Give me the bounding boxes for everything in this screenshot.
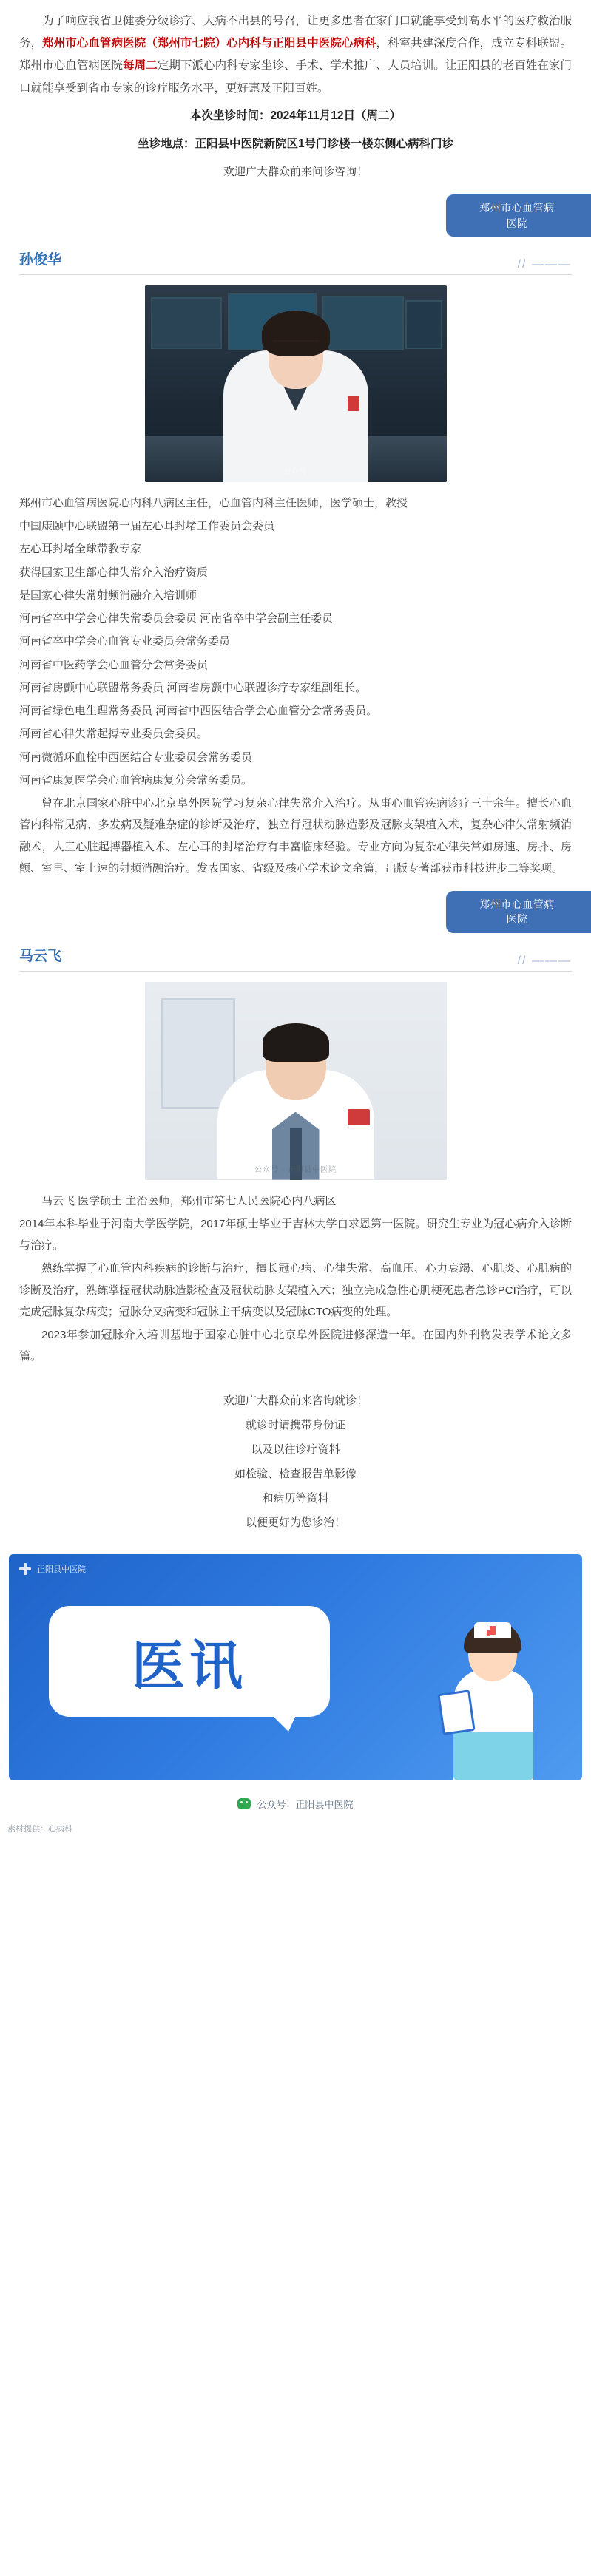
hospital-tag-row-2 — [0, 891, 591, 933]
hospital-tag-line2: 医院 — [506, 217, 528, 229]
doctor-1-photo — [145, 285, 447, 482]
doctor-2-photo-wrap — [0, 972, 591, 1180]
photo1-glasses — [273, 340, 319, 352]
doctor-1-bio-paragraph: 曾在北京国家心脏中心北京阜外医院学习复杂心律失常介入治疗。从事心血管疾病诊疗三十余年。擅长心血管内科常见病、多发病及疑难杂症的诊断及治疗，独立行冠状动脉造影及冠脉支架植入术，复杂心律失常射频消融术，人工心脏起搏器植入术、左心耳的封堵治疗有丰富临床经验。专业方向为复杂心律失常如房速、房扑、房颤、室早、室上速的射频消融治疗。发表国家、省级及核心学术论文余篇，出版专著部获市科技进步二等奖项。 — [19, 797, 572, 875]
doctor-2-name-row — [0, 933, 591, 965]
photo2-watermark: 公众号 · 正阳县中医院 — [254, 1165, 337, 1174]
intro-section — [0, 0, 591, 183]
speech-bubble — [49, 1606, 330, 1717]
closing-section — [0, 1369, 591, 1535]
hospital-tag-line2: 医院 — [506, 913, 528, 926]
nurse-illustration — [439, 1610, 550, 1780]
dash-marks-icon: // ——— — [517, 257, 572, 271]
nurse-cap-icon — [474, 1622, 511, 1638]
doctor-2-bio-paragraph: 熟练掌握了心血管内科疾病的诊断与治疗，擅长冠心病、心律失常、高血压、心力衰竭、心肌炎、心肌病的诊断及治疗，熟练掌握冠状动脉造影检查及冠状动脉支架植入术；独立完成急性心肌梗死患者急诊PCI治疗，可以完成冠脉复杂病变；冠脉分叉病变和冠脉主干病变以及冠脉CTO病变的处理。 — [19, 1262, 572, 1318]
photo2-hair — [263, 1023, 329, 1062]
closing-line: 和病历等资料 — [262, 1491, 329, 1505]
hospital-tag-line1: 郑州市心血管病 — [479, 202, 555, 214]
photo1-watermark: 公众号 — [283, 467, 308, 476]
clipboard-icon — [437, 1689, 475, 1735]
intro-highlight-2: 每周二 — [123, 59, 158, 72]
source-note: 素材提供：心病科 — [7, 1824, 72, 1834]
doctor-1-bio — [0, 482, 591, 879]
doctor-2-photo — [145, 982, 447, 1180]
doctor-1-name: 孙俊华 — [19, 251, 62, 268]
doctor-1-bio-line: 河南省绿色电生理常务委员 河南省中西医结合学会心血管分会常务委员。 — [19, 705, 378, 718]
doctor-1-bio-line: 河南省中医药学会心血管分会常务委员 — [19, 658, 209, 671]
name-divider-1 — [69, 257, 572, 271]
clinic-place: 坐诊地点：正阳县中医院新院区1号门诊楼一楼东侧心病科门诊 — [137, 138, 454, 151]
hospital-tag-row-1 — [0, 194, 591, 237]
photo1-badge — [348, 396, 359, 411]
doctor-1-bio-line: 河南省房颤中心联盟常务委员 河南省房颤中心联盟诊疗专家组副组长。 — [19, 681, 367, 694]
clinic-time: 本次坐诊时间：2024年11月12日（周二） — [189, 109, 402, 122]
medical-news-banner — [9, 1554, 582, 1780]
footer-account[interactable] — [0, 1780, 591, 1818]
doctor-1-bio-line: 河南省卒中学会心血管专业委员会常务委员 — [19, 635, 231, 648]
banner-brand — [19, 1563, 86, 1575]
doctor-1-bio-line: 左心耳封堵全球带教专家 — [19, 543, 142, 556]
closing-line: 以及以往诊疗资料 — [251, 1443, 340, 1456]
doctor-1-bio-line: 河南省心律失常起搏专业委员会委员。 — [19, 728, 209, 741]
doctor-1-name-row — [0, 237, 591, 271]
doctor-1-bio-line: 郑州市心血管病医院心内科八病区主任，心血管内科主任医师，医学硕士，教授 — [19, 496, 408, 509]
hospital-tag — [446, 891, 591, 933]
doctor-1-bio-line: 河南微循环血栓中西医结合专业委员会常务委员 — [19, 750, 253, 764]
dash-marks-icon: // ——— — [517, 954, 572, 967]
intro-text-2: ，科室共建深度合作，成立专科联盟。郑州市心血管病医院 — [19, 37, 572, 72]
hospital-tag — [446, 194, 591, 237]
doctor-1-bio-line: 是国家心律失常射频消融介入培训师 — [19, 589, 197, 602]
photo2-badge — [348, 1109, 370, 1125]
intro-paragraph — [19, 10, 572, 100]
closing-line: 就诊时请携带身份证 — [245, 1418, 345, 1431]
wechat-icon — [237, 1798, 251, 1809]
doctor-1-photo-wrap — [0, 275, 591, 482]
doctor-2-name: 马云飞 — [19, 948, 62, 964]
photo1-monitor-3 — [322, 296, 404, 350]
doctor-1-bio-line: 获得国家卫生部心律失常介入治疗资质 — [19, 566, 209, 579]
footer-account-label: 公众号：正阳县中医院 — [257, 1798, 354, 1810]
doctor-2-bio-paragraph: 2014年本科毕业于河南大学医学院，2017年硕士毕业于吉林大学白求恩第一医院。研究生专业为冠心病介入诊断与治疗。 — [19, 1217, 572, 1253]
photo1-monitor-1 — [151, 297, 222, 349]
photo1-monitor-4 — [405, 300, 442, 349]
doctor-1-bio-line: 河南省卒中学会心律失常委员会委员 河南省卒中学会副主任委员 — [19, 612, 334, 626]
intro-text-1: 为了响应我省卫健委分级诊疗、大病不出县的号召，让更多患者在家门口就能享受到高水平的医疗救治服务， — [19, 15, 572, 50]
doctor-1-bio-line: 中国康颐中心联盟第一届左心耳封堵工作委员会委员 — [19, 520, 275, 533]
doctor-2-bio — [0, 1180, 591, 1368]
doctor-2-bio-paragraph: 马云飞 医学硕士 主治医师，郑州市第七人民医院心内八病区 — [41, 1194, 337, 1207]
closing-line: 如检验、检查报告单影像 — [234, 1467, 357, 1480]
banner-headline: 医讯 — [131, 1636, 247, 1696]
clinic-welcome: 欢迎广大群众前来问诊咨询！ — [223, 165, 368, 178]
nurse-scrub — [453, 1732, 533, 1780]
closing-line: 以便更好为您诊治！ — [245, 1516, 345, 1529]
intro-highlight-1: 郑州市心血管病医院（郑州市七院）心内科与正阳县中医院心病科 — [42, 37, 376, 50]
doctor-2-bio-paragraph: 2023年参加冠脉介入培训基地于国家心脏中心北京阜外医院进修深造一年。在国内外刊物发表学术论文多篇。 — [19, 1329, 572, 1363]
medical-cross-icon — [19, 1563, 31, 1575]
banner-brand-label: 正阳县中医院 — [37, 1565, 86, 1574]
doctor-1-bio-line: 河南省康复医学会心血管病康复分会常务委员。 — [19, 773, 253, 787]
hospital-tag-line1: 郑州市心血管病 — [479, 898, 555, 911]
intro-text-3: 定期下派心内科专家坐诊、手术、学术推广、人员培训。让正阳县的老百姓在家门口就能享受到省市专家的诊疗服务水平，更好惠及正阳百姓。 — [19, 59, 572, 95]
closing-line: 欢迎广大群众前来咨询就诊！ — [223, 1394, 368, 1407]
